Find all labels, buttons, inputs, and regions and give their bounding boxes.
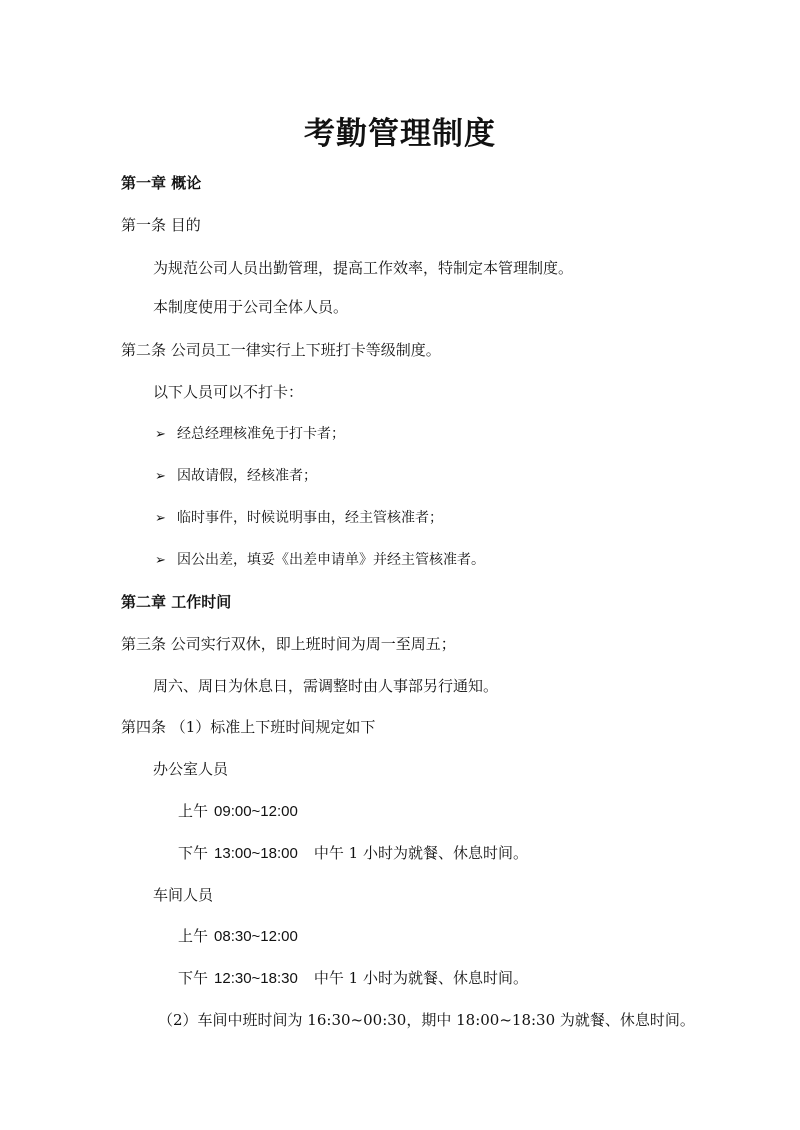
arrow-bullet-icon: ➢ xyxy=(155,427,166,442)
office-pm-label: 下午 xyxy=(178,844,209,862)
list-item xyxy=(155,466,317,487)
office-morning-row xyxy=(178,801,298,822)
workshop-afternoon-row xyxy=(178,968,528,989)
article-2-heading: 第二条 公司员工一律实行上下班打卡等级制度。 xyxy=(121,341,441,359)
workshop-morning-row xyxy=(178,926,298,947)
arrow-bullet-icon: ➢ xyxy=(155,511,166,526)
office-am-time: 09:00~12:00 xyxy=(214,803,298,820)
article-4-heading: 第四条 （1）标准上下班时间规定如下 xyxy=(121,718,376,736)
office-lunch-note: 中午 1 小时为就餐、休息时间。 xyxy=(313,844,528,862)
list-item-text: 因公出差，填妥《出差申请单》并经主管核准者。 xyxy=(177,552,485,568)
list-item-text: 经总经理核准免于打卡者； xyxy=(177,426,345,442)
chapter-1-heading: 第一章 概论 xyxy=(121,174,202,192)
article-2-paragraph-1: 以下人员可以不打卡： xyxy=(153,383,304,401)
article-4-paragraph-2: （2）车间中班时间为 16:30~00:30，期中 18:00~18:30 为就餐、休息时间。 xyxy=(158,1011,695,1029)
office-afternoon-row xyxy=(178,843,528,864)
article-3-heading: 第三条 公司实行双休，即上班时间为周一至周五； xyxy=(121,635,456,653)
workshop-am-time: 08:30~12:00 xyxy=(214,928,298,945)
list-item xyxy=(155,508,443,529)
workshop-pm-label: 下午 xyxy=(178,969,209,987)
workshop-lunch-note: 中午 1 小时为就餐、休息时间。 xyxy=(313,969,528,987)
office-pm-time: 13:00~18:00 xyxy=(214,845,298,862)
article-3-paragraph-1: 周六、周日为休息日，需调整时由人事部另行通知。 xyxy=(153,677,499,695)
article-1-heading: 第一条 目的 xyxy=(121,216,201,234)
article-1-paragraph-2: 本制度使用于公司全体人员。 xyxy=(153,298,349,316)
page-title: 考勤管理制度 xyxy=(304,116,496,152)
list-item-text: 因故请假，经核准者； xyxy=(177,468,317,484)
workshop-staff-label: 车间人员 xyxy=(153,886,214,904)
arrow-bullet-icon: ➢ xyxy=(155,469,166,484)
list-item-text: 临时事件，时候说明事由，经主管核准者； xyxy=(177,510,443,526)
list-item xyxy=(155,550,485,571)
arrow-bullet-icon: ➢ xyxy=(155,553,166,568)
office-staff-label: 办公室人员 xyxy=(153,760,229,778)
list-item xyxy=(155,424,345,445)
office-am-label: 上午 xyxy=(178,802,209,820)
workshop-am-label: 上午 xyxy=(178,927,209,945)
article-1-paragraph-1: 为规范公司人员出勤管理，提高工作效率，特制定本管理制度。 xyxy=(153,259,574,277)
workshop-pm-time: 12:30~18:30 xyxy=(214,970,298,987)
chapter-2-heading: 第二章 工作时间 xyxy=(121,593,232,611)
